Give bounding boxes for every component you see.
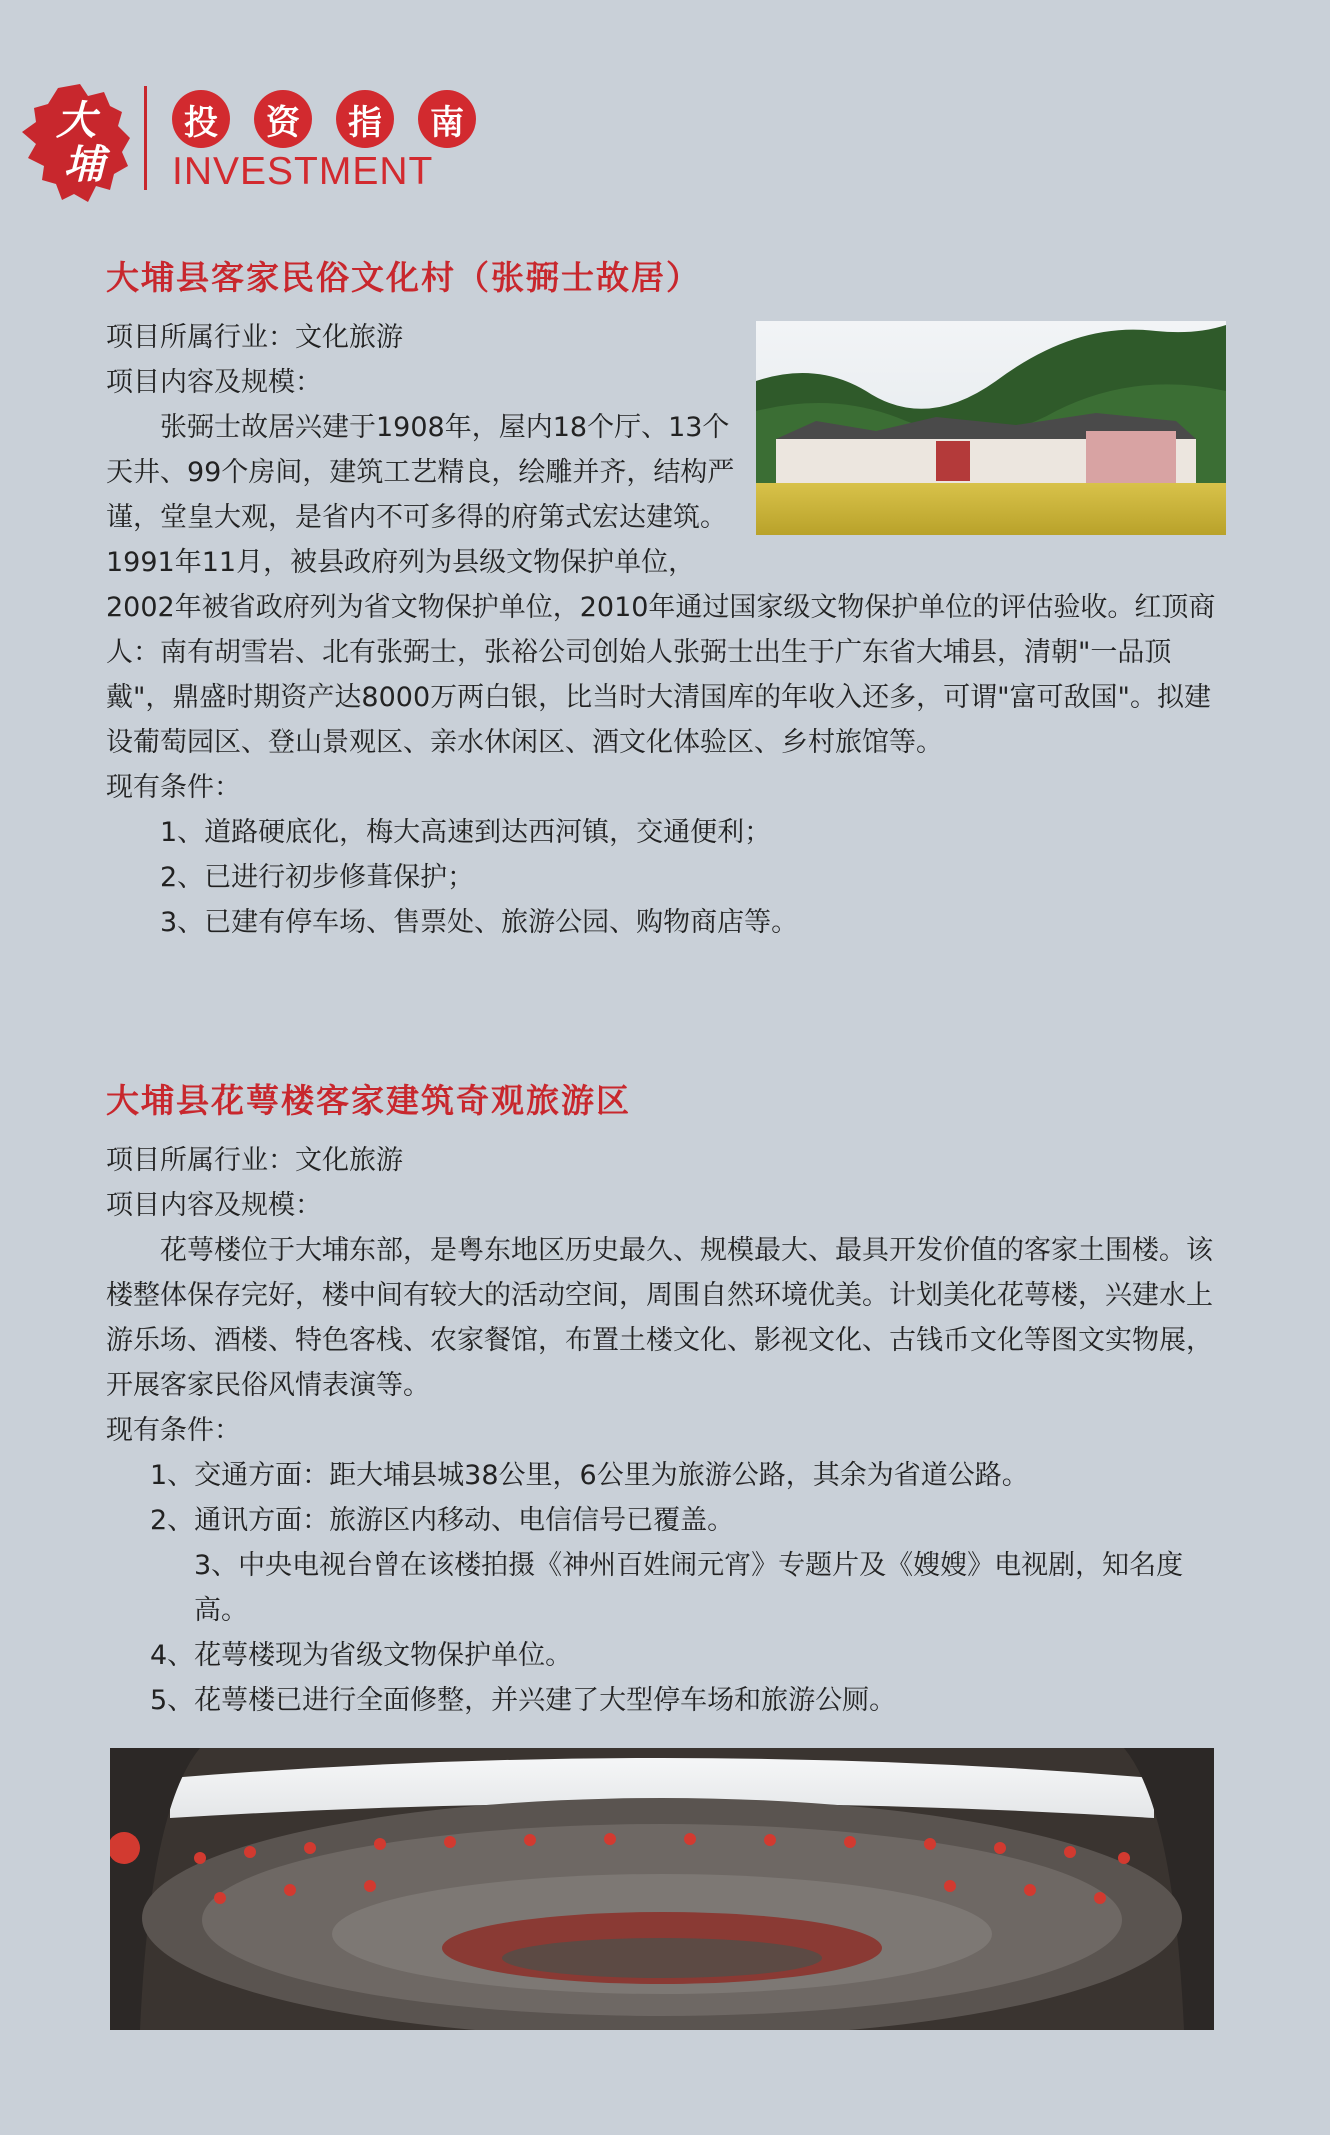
section2-condition-4: 4、花萼楼现为省级文物保护单位。: [150, 1640, 573, 1671]
section1-body: 张弼士故居兴建于1908年，屋内18个厅、13个天井、99个房间，建筑工艺精良，绘雕并齐，结构严谨，堂皇大观，是省内不可多得的府第式宏达建筑。1991年11月，被县政府列为县级文物保护单位，2002年被省政府列为省文物保护单位，2010年通过国家级文物保护单位的评估验收。红顶商人：南有胡雪岩、北有张弼士，张裕公司创始人张弼士出生于广东省大埔县，清朝"一品顶戴"，鼎盛时期资产达8000万两白银，比当时大清国库的年收入还多，可谓"富可敌国"。拟建设葡萄园区、登山景观区、亲水休闲区、酒文化体验区、乡村旅馆等。: [106, 412, 1216, 758]
roundhouse-photo: [110, 1748, 1214, 2030]
section2-condition-5: 5、花萼楼已进行全面修整，并兴建了大型停车场和旅游公厕。: [150, 1685, 897, 1716]
section1-condition-1: 1、道路硬底化，梅大高速到达西河镇，交通便利；: [160, 817, 772, 848]
section2-body: 花萼楼位于大埔东部，是粤东地区历史最久、规模最大、最具开发价值的客家土围楼。该楼整体保存完好，楼中间有较大的活动空间，周围自然环境优美。计划美化花萼楼，兴建水上游乐场、酒楼、特色客栈、农家餐馆，布置土楼文化、影视文化、古钱币文化等图文实物展，开展客家民俗风情表演等。: [106, 1235, 1213, 1401]
section-huae-lou: [106, 1076, 1226, 1723]
logo-char-pu: 埔: [64, 141, 104, 188]
section2-conditions-label: 现有条件：: [106, 1415, 241, 1446]
section2-title: 大埔县花萼楼客家建筑奇观旅游区: [106, 1081, 631, 1120]
badge-zhi: 指: [336, 90, 394, 148]
section2-industry: 项目所属行业：文化旅游: [106, 1145, 403, 1176]
english-title: INVESTMENT: [172, 150, 434, 193]
dabu-map-logo: [18, 82, 144, 208]
section1-conditions-label: 现有条件：: [106, 772, 241, 803]
title-badges: [172, 90, 476, 148]
page-header: [0, 0, 1330, 230]
section-zhang-bishi-residence: [106, 253, 1226, 945]
section2-condition-3-wrap: [106, 1543, 1226, 1633]
section1-content-label: 项目内容及规模：: [106, 367, 322, 398]
village-photo: [756, 321, 1226, 535]
section1-industry: 项目所属行业：文化旅游: [106, 322, 403, 353]
section2-condition-2: 2、通讯方面：旅游区内移动、电信信号已覆盖。: [150, 1505, 735, 1536]
header-divider: [144, 86, 147, 190]
section1-condition-2: 2、已进行初步修葺保护；: [160, 862, 475, 893]
section2-condition-1: 1、交通方面：距大埔县城38公里，6公里为旅游公路，其余为省道公路。: [150, 1460, 1029, 1491]
badge-zi: 资: [254, 90, 312, 148]
badge-tou: 投: [172, 90, 230, 148]
section2-condition-3: 3、中央电视台曾在该楼拍摄《神州百姓闹元宵》专题片及《嫂嫂》电视剧，知名度高。: [194, 1550, 1184, 1626]
section2-content-label: 项目内容及规模：: [106, 1190, 322, 1221]
section1-title: 大埔县客家民俗文化村（张弼士故居）: [106, 258, 701, 297]
badge-nan: 南: [418, 90, 476, 148]
section1-condition-3: 3、已建有停车场、售票处、旅游公园、购物商店等。: [160, 907, 799, 938]
logo-char-da: 大: [56, 97, 96, 144]
